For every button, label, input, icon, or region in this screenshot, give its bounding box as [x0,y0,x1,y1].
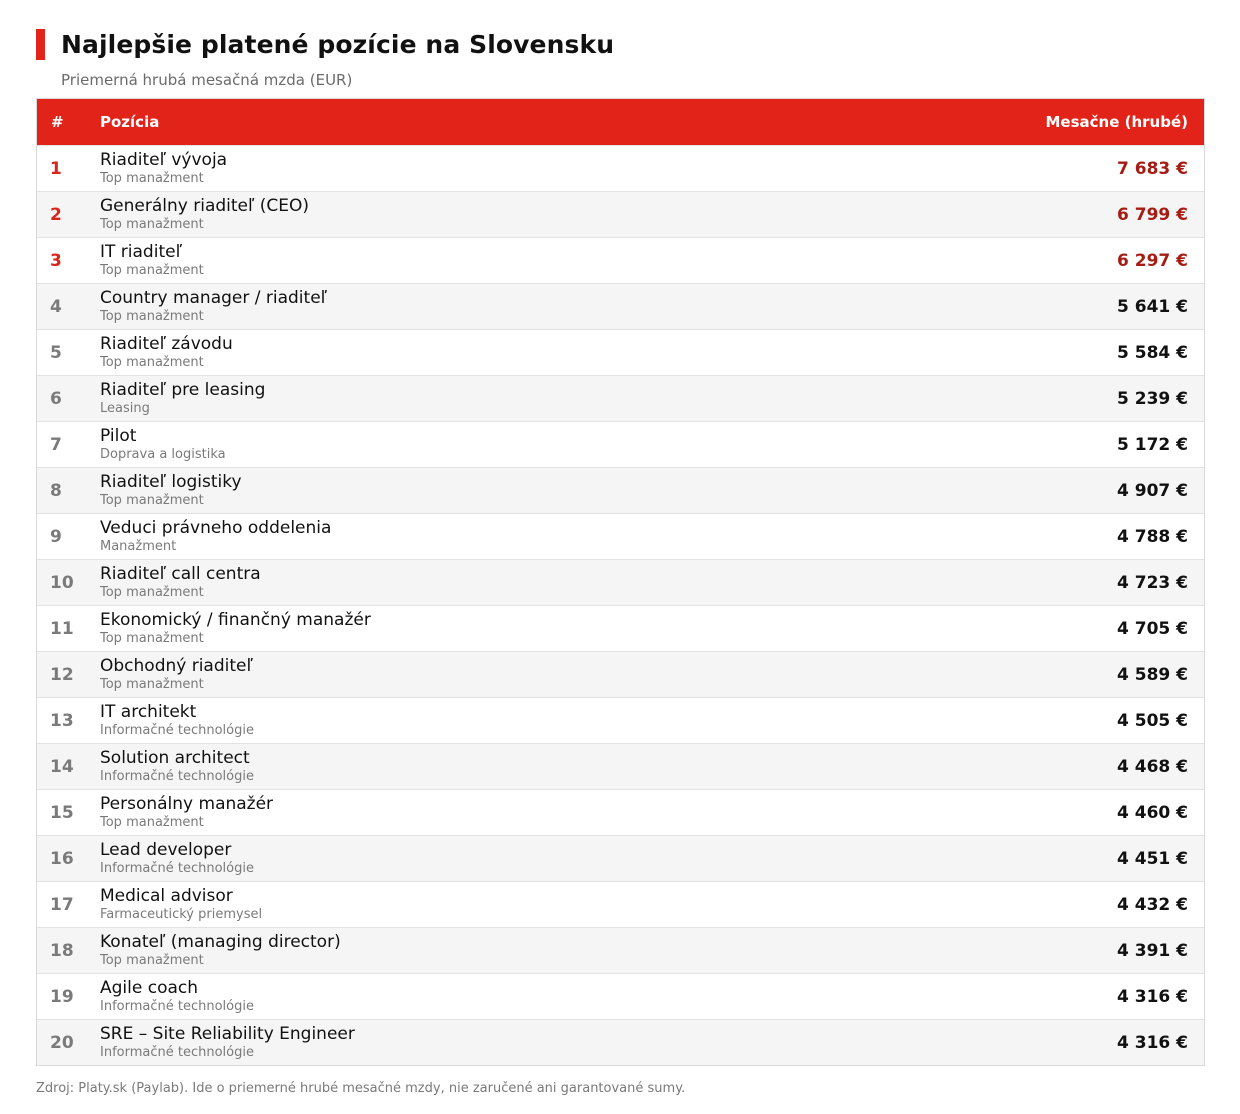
position-cell [100,932,1117,969]
table-row [37,513,1204,559]
position-cell [100,564,1117,601]
rank-number: 20 [50,1032,74,1053]
position-title: Pilot [100,426,137,446]
salary-value: 4 432 € [1117,894,1188,915]
salary-value: 6 799 € [1117,204,1188,225]
rank-number: 3 [50,250,62,271]
position-cell [100,656,1117,693]
rank-number: 4 [50,296,62,317]
position-cell [100,426,1117,463]
rank-number: 7 [50,434,62,455]
table-row [37,145,1204,191]
page-subtitle: Priemerná hrubá mesačná mzda (EUR) [61,71,353,89]
column-header-rank: # [51,113,64,131]
position-title: Country manager / riaditeľ [100,288,328,308]
position-category: Informačné technológie [100,1045,254,1060]
position-category: Top manažment [100,217,204,232]
position-category: Top manažment [100,309,204,324]
salary-value: 5 172 € [1117,434,1188,455]
rank-number: 5 [50,342,62,363]
page-header [36,28,614,60]
position-category: Doprava a logistika [100,447,226,462]
rank-number: 8 [50,480,62,501]
position-cell [100,1024,1117,1061]
salary-value: 4 723 € [1117,572,1188,593]
salary-value: 4 451 € [1117,848,1188,869]
rank-number: 12 [50,664,74,685]
table-body [37,145,1204,1065]
position-cell [100,196,1117,233]
table-row [37,881,1204,927]
position-category: Top manažment [100,171,204,186]
salary-value: 4 391 € [1117,940,1188,961]
position-cell [100,840,1117,877]
salary-value: 4 468 € [1117,756,1188,777]
position-cell [100,794,1117,831]
rank-number: 2 [50,204,62,225]
rank-number: 19 [50,986,74,1007]
table-row [37,329,1204,375]
position-title: Veduci právneho oddelenia [100,518,332,538]
salary-value: 4 788 € [1117,526,1188,547]
table-row [37,789,1204,835]
position-title: Agile coach [100,978,199,998]
table-row [37,237,1204,283]
salary-table [36,98,1205,1066]
position-title: Obchodný riaditeľ [100,656,253,676]
position-category: Top manažment [100,355,204,370]
position-cell [100,610,1117,647]
position-category: Top manažment [100,263,204,278]
salary-value: 4 460 € [1117,802,1188,823]
position-category: Top manažment [100,815,204,830]
table-row [37,375,1204,421]
table-row [37,973,1204,1019]
table-row [37,697,1204,743]
table-row [37,835,1204,881]
position-category: Top manažment [100,677,204,692]
rank-number: 9 [50,526,62,547]
salary-value: 4 505 € [1117,710,1188,731]
salary-value: 4 316 € [1117,1032,1188,1053]
table-header [37,99,1204,145]
position-cell [100,702,1117,739]
position-category: Informačné technológie [100,769,254,784]
position-title: Riaditeľ pre leasing [100,380,266,400]
table-row [37,283,1204,329]
source-note: Zdroj: Platy.sk (Paylab). Ide o priemerné hrubé mesačné mzdy, nie zaručené ani garantované sumy. [36,1081,686,1096]
rank-number: 11 [50,618,74,639]
page-title: Najlepšie platené pozície na Slovensku [61,29,615,59]
rank-number: 1 [50,158,62,179]
position-category: Top manažment [100,631,204,646]
column-header-salary: Mesačne (hrubé) [1045,113,1188,131]
position-cell [100,518,1117,555]
table-row [37,927,1204,973]
position-cell [100,150,1117,187]
position-category: Informačné technológie [100,999,254,1014]
position-title: Riaditeľ závodu [100,334,233,354]
position-category: Informačné technológie [100,861,254,876]
position-title: Solution architect [100,748,250,768]
position-cell [100,886,1117,923]
position-cell [100,472,1117,509]
table-row [37,467,1204,513]
position-title: Generálny riaditeľ (CEO) [100,196,310,216]
position-cell [100,334,1117,371]
table-row [37,191,1204,237]
position-category: Top manažment [100,585,204,600]
salary-value: 6 297 € [1117,250,1188,271]
accent-bar [36,29,45,60]
position-category: Manažment [100,539,177,554]
salary-value: 7 683 € [1117,158,1188,179]
position-cell [100,978,1117,1015]
table-row [37,559,1204,605]
position-title: IT architekt [100,702,197,722]
table-row [37,743,1204,789]
rank-number: 15 [50,802,74,823]
rank-number: 6 [50,388,62,409]
salary-value: 5 641 € [1117,296,1188,317]
salary-value: 4 705 € [1117,618,1188,639]
rank-number: 18 [50,940,74,961]
rank-number: 16 [50,848,74,869]
position-cell [100,380,1117,417]
position-title: Ekonomický / finančný manažér [100,610,371,630]
position-category: Informačné technológie [100,723,254,738]
position-title: Riaditeľ logistiky [100,472,242,492]
position-cell [100,748,1117,785]
table-row [37,421,1204,467]
rank-number: 10 [50,572,74,593]
salary-value: 5 239 € [1117,388,1188,409]
rank-number: 17 [50,894,74,915]
position-title: Riaditeľ call centra [100,564,261,584]
position-title: Personálny manažér [100,794,274,814]
table-row [37,1019,1204,1065]
position-title: Konateľ (managing director) [100,932,341,952]
position-title: Medical advisor [100,886,233,906]
position-category: Top manažment [100,953,204,968]
rank-number: 14 [50,756,74,777]
column-header-position: Pozícia [100,113,160,131]
table-row [37,605,1204,651]
salary-value: 4 589 € [1117,664,1188,685]
position-category: Farmaceutický priemysel [100,907,263,922]
position-cell [100,288,1117,325]
table-row [37,651,1204,697]
salary-value: 5 584 € [1117,342,1188,363]
position-category: Top manažment [100,493,204,508]
salary-value: 4 316 € [1117,986,1188,1007]
salary-value: 4 907 € [1117,480,1188,501]
position-title: Lead developer [100,840,232,860]
position-title: Riaditeľ vývoja [100,150,228,170]
position-title: SRE – Site Reliability Engineer [100,1024,355,1044]
rank-number: 13 [50,710,74,731]
position-category: Leasing [100,401,150,416]
position-cell [100,242,1117,279]
position-title: IT riaditeľ [100,242,182,262]
